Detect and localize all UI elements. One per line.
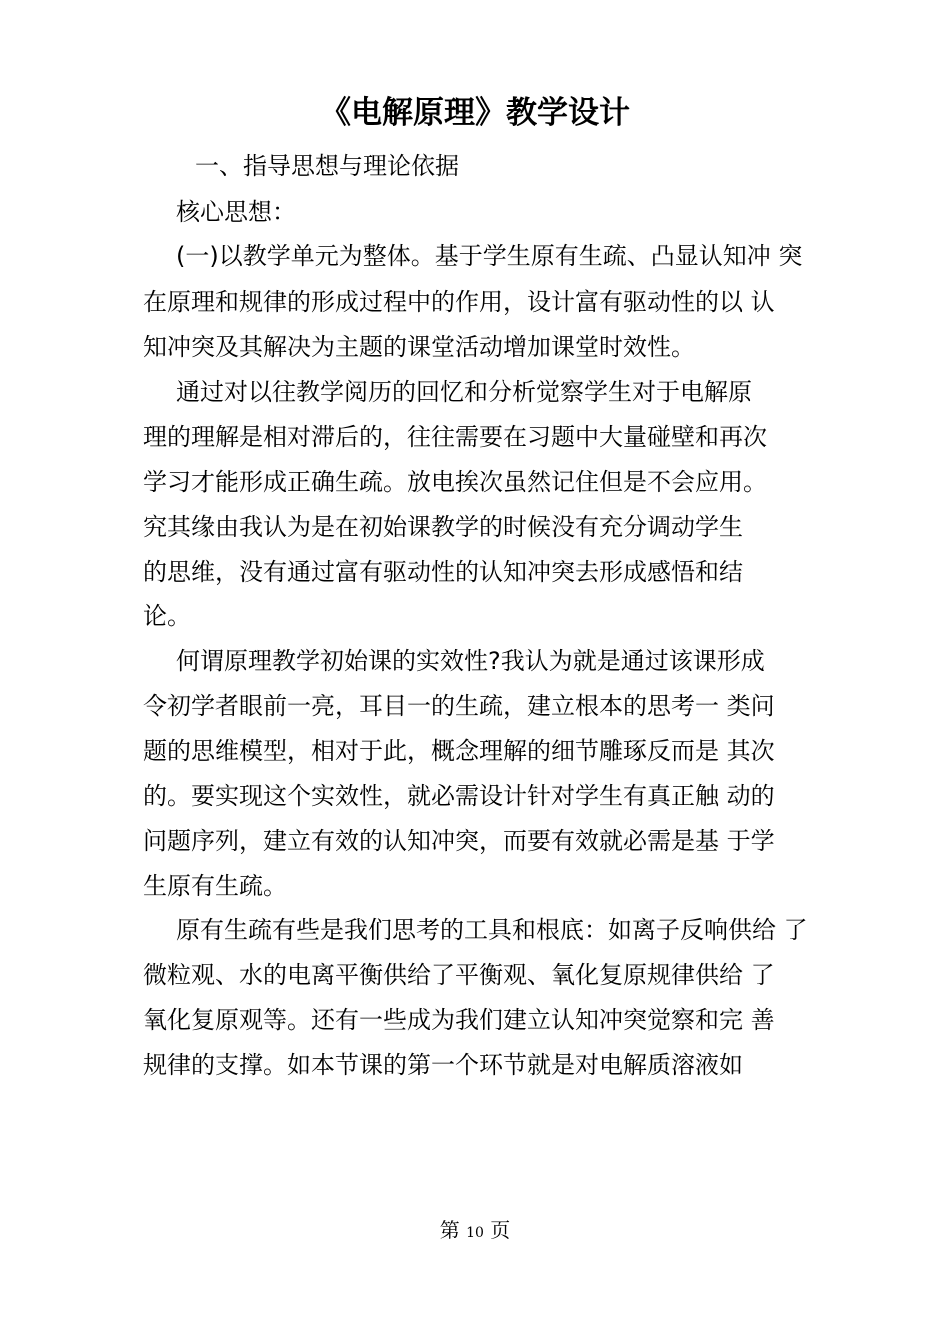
paragraph-line: 氧化复原观等。还有一些成为我们建立认知冲突觉察和完 善 bbox=[143, 1006, 775, 1034]
paragraph-line: 何谓原理教学初始课的实效性?我认为就是通过该课形成 bbox=[176, 647, 765, 675]
paragraph-line: 题的思维模型，相对于此，概念理解的细节雕琢反而是 其次 bbox=[143, 737, 775, 765]
paragraph-line: 生原有生疏。 bbox=[143, 872, 287, 900]
paragraph-line: 在原理和规律的形成过程中的作用，设计富有驱动性的以 认 bbox=[143, 288, 775, 316]
paragraph-line: 知冲突及其解决为主题的课堂活动增加课堂时效性。 bbox=[143, 333, 695, 361]
paragraph-line: (一)以教学单元为整体。基于学生原有生疏、凸显认知冲 突 bbox=[176, 242, 803, 270]
page-number: 10 bbox=[466, 1225, 484, 1241]
footer-prefix: 第 bbox=[439, 1218, 467, 1242]
paragraph-line: 理的理解是相对滞后的，往往需要在习题中大量碰壁和再次 bbox=[143, 423, 767, 451]
paragraph-line: 学习才能形成正确生疏。放电挨次虽然记住但是不会应用。 bbox=[143, 468, 767, 496]
page-footer bbox=[0, 1216, 950, 1247]
paragraph-line: 微粒观、水的电离平衡供给了平衡观、氧化复原规律供给 了 bbox=[143, 961, 775, 989]
paragraph-line: 规律的支撑。如本节课的第一个环节就是对电解质溶液如 bbox=[143, 1051, 743, 1079]
core-idea-label: 核心思想： bbox=[176, 198, 296, 226]
paragraph-line: 论。 bbox=[143, 602, 191, 630]
paragraph-line: 令初学者眼前一亮，耳目一的生疏，建立根本的思考一 类问 bbox=[143, 692, 775, 720]
paragraph-line: 的思维，没有通过富有驱动性的认知冲突去形成感悟和结 bbox=[143, 558, 743, 586]
paragraph-line: 问题序列，建立有效的认知冲突，而要有效就必需是基 于学 bbox=[143, 827, 775, 855]
footer-suffix: 页 bbox=[483, 1218, 511, 1242]
paragraph-line: 的。要实现这个实效性，就必需设计针对学生有真正触 动的 bbox=[143, 782, 775, 810]
paragraph-line: 原有生疏有些是我们思考的工具和根底：如离子反响供给 了 bbox=[176, 916, 808, 944]
section-heading: 一、指导思想与理论依据 bbox=[195, 152, 459, 180]
paragraph-line: 究其缘由我认为是在初始课教学的时候没有充分调动学生 bbox=[143, 513, 743, 541]
paragraph-line: 通过对以往教学阅历的回忆和分析觉察学生对于电解原 bbox=[176, 378, 752, 406]
document-title: 《电解原理》教学设计 bbox=[320, 95, 630, 131]
